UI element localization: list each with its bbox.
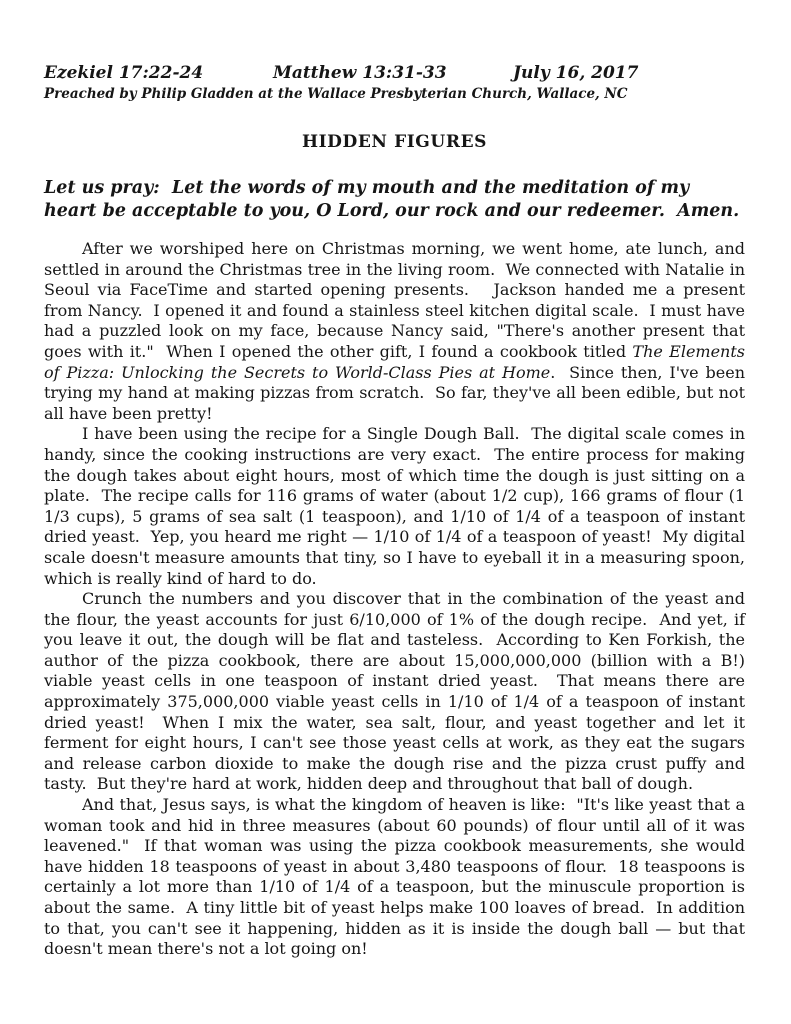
sermon-paragraph: [44, 424, 751, 589]
sermon-date: July 16, 2017: [513, 63, 639, 83]
scripture-reference-matthew: Matthew 13:31-33: [273, 63, 447, 83]
book-title-italic: The Elements of Pizza: Unlocking the Secrets to World-Class Pies at Home: [44, 341, 751, 382]
paragraph-text: I have been using the recipe for a Single Dough Ball. The digital scale comes in handy, since the cooking instructions are very exact. The entire process for making the dough takes about eight hours, most of which time the dough is just sitting on a plate. The recipe calls for 116 grams of water (about 1/2 cup), 166 grams of flour (1 1/3 cups), 5 grams of sea salt (1 teaspoon), and 1/10 of 1/4 of a teaspoon of instant dried yeast. Yep, you heard me right — 1/10 of 1/4 of a teaspoon of yeast! My digital scale doesn't measure amounts that tiny, so I have to eyeball it in a measuring spoon, which is really kind of hard to do.: [44, 424, 751, 588]
paragraph-text: Crunch the numbers and you discover that in the combination of the yeast and the flour, the yeast accounts for just 6/10,000 of 1% of the dough recipe. And yet, if you leave it out, the dough will be flat and tasteless. According to Ken Forkish, the author of the pizza cookbook, there are about 15,000,000,000 (billion with a B!) viable yeast cells in one teaspoon of instant dried yeast. That means there are approximately 375,000,000 viable yeast cells in 1/10 of 1/4 of a teaspoon of instant dried yeast! When I mix the water, sea salt, flour, and yeast together and let it ferment for eight hours, I can't see those yeast cells at work, as they eat the sugars and release carbon dioxide to make the dough rise and the pizza crust puffy and tasty. But they're hard at work, hidden deep and throughout that ball of dough.: [44, 589, 751, 794]
sermon-body: [44, 239, 751, 960]
byline: Preached by Philip Gladden at the Wallace Presbyterian Church, Wallace, NC: [44, 86, 628, 102]
scripture-reference-ezekiel: Ezekiel 17:22-24: [44, 63, 204, 83]
paragraph-text: And that, Jesus says, is what the kingdom of heaven is like: "It's like yeast that a woman took and hid in three measures (about 60 pounds) of flour until all of it was leavened." If that woman was using the pizza cookbook measurements, she would have hidden 18 teaspoons of yeast in about 3,480 teaspoons of flour. 18 teaspoons is certainly a lot more than 1/10 of 1/4 of a teaspoon, but the minuscule proportion is about the same. A tiny little bit of yeast helps make 100 loaves of bread. In addition to that, you can't see it happening, hidden as it is inside the dough ball — but that doesn't mean there's not a lot going on!: [44, 795, 751, 959]
sermon-title: HIDDEN FIGURES: [301, 132, 488, 152]
header-line: [44, 62, 745, 85]
paragraph-text: After we worshiped here on Christmas morning, we went home, ate lunch, and settled in around the Christmas tree in the living room. We connected with Natalie in Seoul via FaceTime and started opening presents. Jackson handed me a present from Nancy. I opened it and found a stainless steel kitchen digital scale. I must have had a puzzled look on my face, because Nancy said, "There's another present that goes with it." When I opened the other gift, I found a cookbook titled: [44, 239, 751, 361]
sermon-paragraph: [44, 589, 751, 795]
prayer-text: Let us pray: Let the words of my mouth and the meditation of my heart be acceptable to you, O Lord, our rock and our redeemer. Amen.: [44, 178, 740, 221]
sermon-paragraph: [44, 795, 751, 960]
paragraph-text: . Since then, I've been trying my hand at making pizzas from scratch. So far, they've all been edible, but not all have been pretty!: [44, 362, 751, 423]
sermon-paragraph: [44, 239, 751, 424]
